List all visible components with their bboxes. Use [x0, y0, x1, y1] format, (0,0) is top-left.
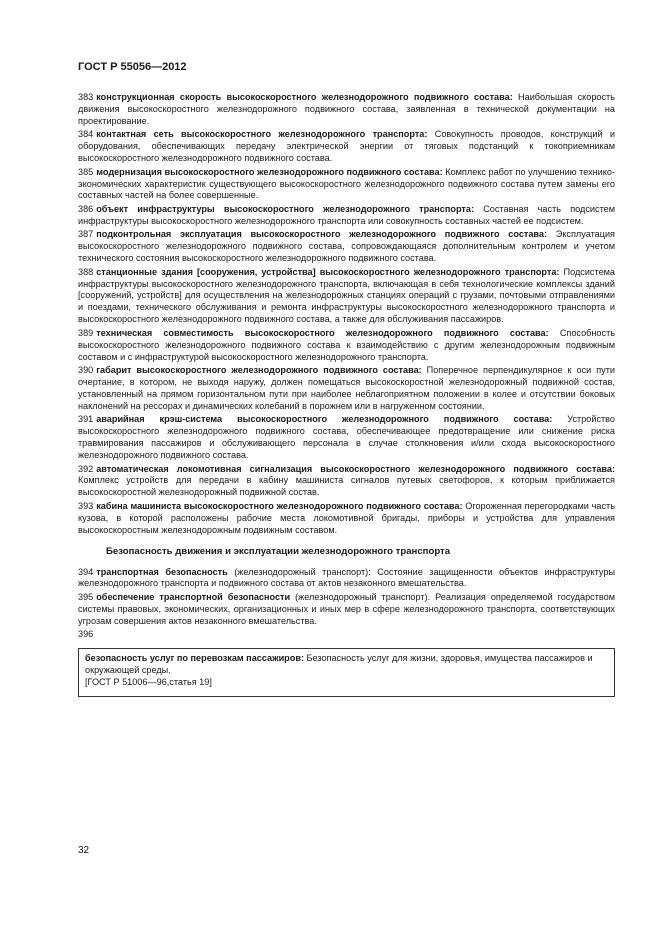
term-name: подконтрольная эксплуатация высокоскоростного железнодорожного подвижного состава: — [96, 229, 548, 240]
term-entry-396 — [78, 629, 615, 641]
term-definition: Комплекс работ по улучшению технико-экономических характеристик существующего высокоскоростного железнодорожного подвижного состава путем замены его составных частей на более совершенные. — [78, 166, 615, 201]
document-body — [78, 92, 615, 697]
term-name: конструкционная скорость высокоскоростного железнодорожного подвижного состава: — [96, 92, 513, 102]
term-entry-393 — [78, 501, 615, 537]
term-entry-383 — [78, 92, 615, 128]
term-entry-388 — [78, 267, 615, 327]
term-number: 394 — [78, 566, 94, 577]
term-number: 390 — [78, 365, 94, 376]
term-reference: [ГОСТ Р 51006—96,статья 19] — [85, 677, 212, 687]
term-list-2 — [78, 567, 615, 628]
term-definition: Составная часть подсистем инфраструктуры высокоскоростного железнодорожного транспорта или совокупность составных частей ее подсистем. — [78, 203, 615, 226]
term-entry-391 — [78, 414, 615, 462]
term-definition: Подсистема инфраструктуры высокоскоростного железнодорожного транспорта, включающая в себя технологические комплексы зданий [сооружений, устройств] для осуществления на железнодорожных станциях операций с грузами, почтовыми отправлениями и поездами, технического обслуживания и ремонта инфраструктуры высокоскоростного железнодорожного транспорта и высокоскоростного железнодорожного подвижного состава, а также для обслуживания пассажиров. — [78, 266, 615, 325]
document-header: ГОСТ Р 55056—2012 — [78, 61, 187, 73]
term-name: станционные здания [сооружения, устройства] высокоскоростного железнодорожного транспорта: — [96, 266, 560, 277]
term-name: контактная сеть высокоскоростного железнодорожного транспорта: — [96, 129, 428, 140]
term-number: 391 — [78, 414, 94, 425]
section-title: Безопасность движения и эксплуатации железнодорожного транспорта — [106, 545, 451, 557]
term-name: модернизация высокоскоростного железнодорожного подвижного состава: — [96, 166, 443, 177]
term-name: безопасность услуг по перевозкам пассажиров: — [85, 653, 304, 664]
term-name: аварийная крэш-система высокоскоростного железнодорожного подвижного состава: — [96, 414, 553, 425]
term-name: обеспечение транспортной безопасности — [96, 591, 291, 602]
term-definition-box — [78, 648, 615, 697]
term-definition: Огороженная перегородками часть кузова, в которой расположены рабочие места локомотивной бригады, приборы и устройства для управления высокоскоростным железнодорожным подвижным составом. — [78, 500, 615, 535]
term-entry-385 — [78, 167, 615, 203]
term-number: 384 — [78, 129, 94, 140]
term-name: кабина машиниста высокоскоростного железнодорожного подвижного состава: — [96, 500, 463, 511]
term-definition: Способность высокоскоростного железнодорожного подвижного состава к взаимодействию с другим железнодорожным подвижным составом и с инфраструктурой высокоскоростного железнодорожного транспорта. — [78, 327, 615, 362]
term-entry-395 — [78, 592, 615, 628]
term-entry-387 — [78, 229, 615, 265]
term-name: автоматическая локомотивная сигнализация высокоскоростного железнодорожного подвижного состава: — [96, 463, 615, 474]
term-definition: Эксплуатация высокоскоростного железнодорожного подвижного состава, сопровождающаяся дополнительным контролем и учетом технического состояния высокоскоростного железнодорожного подвижного состава. — [78, 229, 615, 264]
term-entry-386 — [78, 204, 615, 228]
term-list — [78, 92, 615, 537]
term-name: объект инфраструктуры высокоскоростного железнодорожного транспорта: — [96, 203, 474, 214]
term-number: 388 — [78, 266, 94, 277]
term-definition: Совокупность проводов, конструкций и оборудования, обеспечивающих передачу электрической энергии от тяговых подстанций к токоприемникам высокоскоростного железнодорожного подвижного состава. — [78, 129, 615, 164]
term-name: транспортная безопасность — [96, 566, 228, 577]
term-definition: Комплекс устройств для передачи в кабину машиниста сигналов путевых светофоров, к которым приближается высокоскоростной железнодорожный подвижной состав. — [78, 475, 615, 498]
term-number: 386 — [78, 203, 94, 214]
term-definition: Поперечное перпендикулярное к оси пути очертание, в котором, не выходя наружу, должен помещаться высокоскоростной железнодорожный подвижной состав, установленный на прямом горизонтальном пути при наиболее неблагоприятном положении в колее и отсутствии боковых наклонений на рессорах и динамических колебаний в порожнем или в нагруженном состоянии. — [78, 365, 615, 411]
term-definition: (железнодорожный транспорт): Состояние защищенности объектов инфраструктуры железнодорожного транспорта и подвижного состава от актов незаконного вмешательства. — [78, 566, 615, 589]
term-number: 392 — [78, 463, 94, 474]
term-definition: Наибольшая скорость движения высокоскоростного железнодорожного подвижного состава, заявленная в технической документации на проектирование. — [78, 92, 615, 126]
term-number: 389 — [78, 327, 94, 338]
term-entry-384 — [78, 129, 615, 165]
term-definition: Безопасность услуг для жизни, здоровья, имущества пассажиров и окружающей среды. — [85, 653, 593, 676]
term-entry-392 — [78, 464, 615, 500]
term-number: 393 — [78, 500, 94, 511]
term-name: техническая совместимость высокоскоростного железнодорожного подвижного состава: — [96, 327, 549, 338]
term-definition: Устройство высокоскоростного железнодорожного подвижного состава, обеспечивающее предотвращение или снижение риска травмирования пассажиров и обслуживающего персонала в случае столкновения и/или схода высокоскоростного железнодорожного подвижного состава. — [78, 414, 616, 461]
term-entry-390 — [78, 365, 615, 413]
term-number: 387 — [78, 229, 94, 240]
term-number: 385 — [78, 166, 94, 177]
term-number: 395 — [78, 591, 94, 602]
term-name: габарит высокоскоростного железнодорожного подвижного состава: — [96, 365, 422, 376]
term-number: 396 — [78, 629, 94, 640]
term-number: 383 — [78, 92, 94, 102]
term-entry-389 — [78, 328, 615, 364]
term-definition: (железнодорожный транспорт). Реализация определяемой государством системы правовых, экономических, организационных и иных мер в сфере железнодорожного транспорта, соответствующих угрозам совершения актов незаконного вмешательства. — [78, 591, 615, 626]
page-number: 32 — [78, 845, 90, 856]
term-entry-394 — [78, 567, 615, 591]
